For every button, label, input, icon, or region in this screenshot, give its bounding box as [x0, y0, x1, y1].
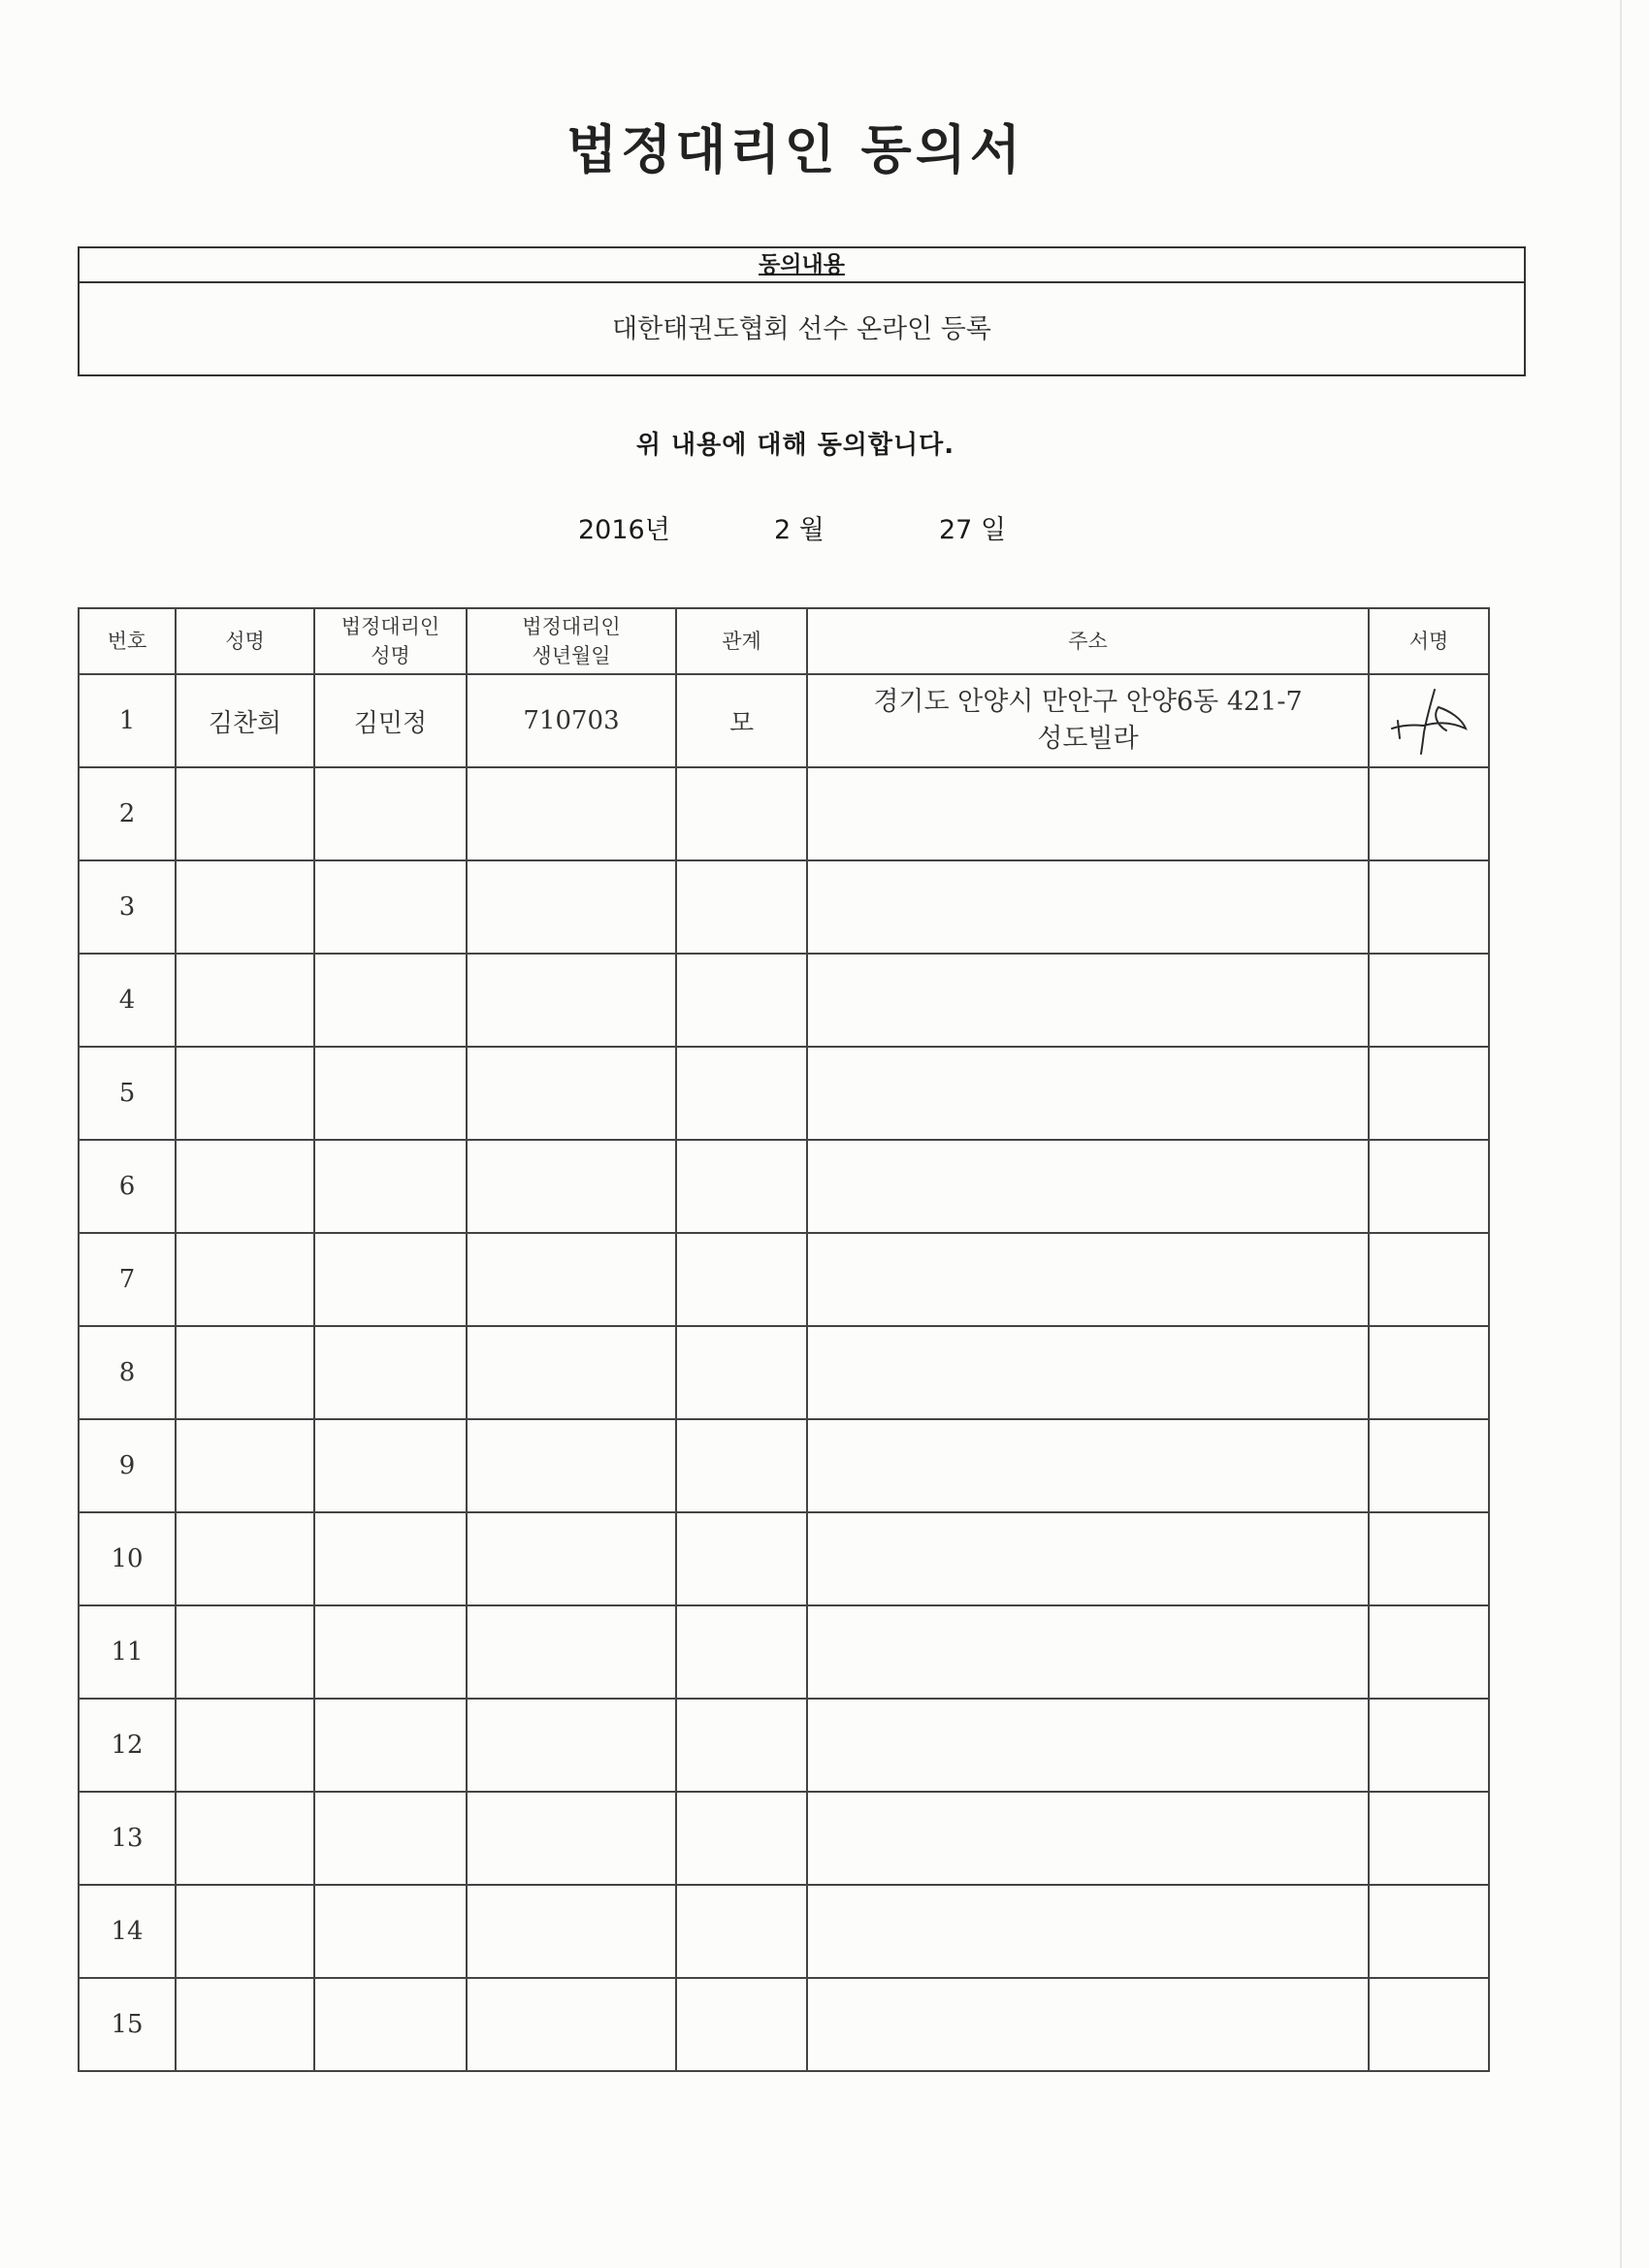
- cell-guardian-birth: [467, 767, 676, 860]
- cell-signature: [1369, 1326, 1489, 1419]
- cell-number: 13: [79, 1792, 176, 1885]
- table-row: [79, 1699, 1489, 1792]
- handwritten-signature: [1378, 682, 1479, 760]
- cell-relation: [676, 954, 807, 1047]
- cell-guardian-name: [314, 1233, 467, 1326]
- date-line: [0, 508, 1649, 547]
- guardian-table: [78, 607, 1490, 2072]
- table-row: [79, 860, 1489, 954]
- cell-name: [176, 1047, 314, 1140]
- cell-guardian-birth: 710703: [467, 674, 676, 767]
- cell-guardian-name: [314, 1792, 467, 1885]
- cell-guardian-name: [314, 1140, 467, 1233]
- table-body: [79, 674, 1489, 2071]
- cell-number: 14: [79, 1885, 176, 1978]
- cell-guardian-name: [314, 860, 467, 954]
- cell-guardian-name: [314, 1512, 467, 1605]
- table-row: [79, 674, 1489, 767]
- cell-address: [807, 767, 1369, 860]
- table-row: [79, 1233, 1489, 1326]
- cell-signature: [1369, 767, 1489, 860]
- address-line: 성도빌라: [1037, 724, 1139, 754]
- table-row: [79, 1605, 1489, 1699]
- cell-name: [176, 1419, 314, 1512]
- table-row: [79, 1326, 1489, 1419]
- cell-address: [807, 1605, 1369, 1699]
- cell-address: [807, 1047, 1369, 1140]
- cell-number: 1: [79, 674, 176, 767]
- cell-number: 10: [79, 1512, 176, 1605]
- cell-name: [176, 1140, 314, 1233]
- cell-number: 12: [79, 1699, 176, 1792]
- cell-address: [807, 954, 1369, 1047]
- cell-relation: [676, 1419, 807, 1512]
- table-row: [79, 1978, 1489, 2071]
- cell-number: 15: [79, 1978, 176, 2071]
- table-row: [79, 1047, 1489, 1140]
- cell-guardian-name: [314, 1326, 467, 1419]
- header-address: 주소: [807, 608, 1369, 674]
- table-row: [79, 767, 1489, 860]
- cell-signature: [1369, 1885, 1489, 1978]
- header-name: 성명: [176, 608, 314, 674]
- page-edge: [1620, 0, 1622, 2268]
- cell-relation: [676, 1047, 807, 1140]
- cell-signature: [1369, 1419, 1489, 1512]
- cell-guardian-birth: [467, 1512, 676, 1605]
- cell-guardian-name: [314, 1047, 467, 1140]
- cell-name: [176, 1792, 314, 1885]
- cell-name: [176, 954, 314, 1047]
- cell-signature: [1369, 1140, 1489, 1233]
- header-signature: 서명: [1369, 608, 1489, 674]
- cell-address: [807, 860, 1369, 954]
- cell-guardian-name: [314, 954, 467, 1047]
- consent-content: 대한태권도협회 선수 온라인 등록: [612, 314, 991, 344]
- cell-guardian-name: [314, 1885, 467, 1978]
- cell-guardian-birth: [467, 1605, 676, 1699]
- cell-relation: [676, 1978, 807, 2071]
- cell-guardian-birth: [467, 1419, 676, 1512]
- cell-guardian-birth: [467, 1326, 676, 1419]
- cell-address: [807, 1419, 1369, 1512]
- cell-guardian-birth: [467, 1885, 676, 1978]
- header-relation: 관계: [676, 608, 807, 674]
- cell-name: [176, 1233, 314, 1326]
- cell-number: 2: [79, 767, 176, 860]
- cell-guardian-name: [314, 1978, 467, 2071]
- cell-number: 11: [79, 1605, 176, 1699]
- cell-relation: [676, 1885, 807, 1978]
- cell-address: [807, 1326, 1369, 1419]
- cell-relation: [676, 1699, 807, 1792]
- cell-relation: 모: [676, 674, 807, 767]
- cell-signature: [1369, 1047, 1489, 1140]
- document-title: 법정대리인 동의서: [566, 118, 1025, 180]
- consent-header: 동의내용: [80, 248, 1524, 283]
- cell-number: 6: [79, 1140, 176, 1233]
- cell-number: 3: [79, 860, 176, 954]
- table-row: [79, 1792, 1489, 1885]
- cell-name: [176, 1512, 314, 1605]
- header-guardian-name-line1: 법정대리인: [340, 615, 440, 638]
- cell-name: [176, 1605, 314, 1699]
- cell-relation: [676, 1605, 807, 1699]
- cell-guardian-birth: [467, 1792, 676, 1885]
- cell-number: 8: [79, 1326, 176, 1419]
- cell-number: 4: [79, 954, 176, 1047]
- table-row: [79, 1140, 1489, 1233]
- header-guardian-birth: [467, 608, 676, 674]
- cell-address: [807, 1140, 1369, 1233]
- cell-guardian-birth: [467, 954, 676, 1047]
- cell-guardian-name: [314, 1419, 467, 1512]
- consent-box: [78, 246, 1526, 376]
- cell-address: [807, 1792, 1369, 1885]
- cell-address: [807, 674, 1369, 767]
- cell-guardian-name: 김민정: [314, 674, 467, 767]
- cell-guardian-birth: [467, 1699, 676, 1792]
- header-guardian-name: [314, 608, 467, 674]
- cell-guardian-birth: [467, 1233, 676, 1326]
- agreement-statement: 위 내용에 대해 동의합니다.: [635, 431, 955, 460]
- cell-guardian-birth: [467, 1978, 676, 2071]
- cell-signature: [1369, 1512, 1489, 1605]
- cell-signature: [1369, 674, 1489, 767]
- cell-address: [807, 1233, 1369, 1326]
- cell-relation: [676, 1512, 807, 1605]
- cell-name: [176, 767, 314, 860]
- cell-relation: [676, 860, 807, 954]
- cell-guardian-birth: [467, 1140, 676, 1233]
- table-row: [79, 954, 1489, 1047]
- cell-name: [176, 1885, 314, 1978]
- header-guardian-birth-line1: 법정대리인: [522, 615, 621, 638]
- cell-address: [807, 1885, 1369, 1978]
- header-guardian-birth-line2: 생년월일: [532, 644, 611, 667]
- cell-signature: [1369, 1605, 1489, 1699]
- cell-name: [176, 1978, 314, 2071]
- cell-relation: [676, 1233, 807, 1326]
- date-year: 2016년: [578, 515, 670, 545]
- cell-signature: [1369, 954, 1489, 1047]
- cell-relation: [676, 1140, 807, 1233]
- cell-signature: [1369, 1792, 1489, 1885]
- date-day: 27 일: [939, 515, 1007, 545]
- cell-relation: [676, 767, 807, 860]
- address-line: 경기도 안양시 만안구 안양6동 421-7: [873, 687, 1303, 717]
- cell-signature: [1369, 1233, 1489, 1326]
- table-header-row: [79, 608, 1489, 674]
- cell-name: [176, 860, 314, 954]
- header-number: 번호: [79, 608, 176, 674]
- cell-number: 7: [79, 1233, 176, 1326]
- cell-name: [176, 1699, 314, 1792]
- cell-relation: [676, 1326, 807, 1419]
- cell-guardian-birth: [467, 1047, 676, 1140]
- cell-guardian-name: [314, 1699, 467, 1792]
- cell-guardian-birth: [467, 860, 676, 954]
- cell-signature: [1369, 1699, 1489, 1792]
- cell-address: [807, 1978, 1369, 2071]
- date-month: 2 월: [774, 515, 824, 545]
- table-row: [79, 1419, 1489, 1512]
- cell-number: 5: [79, 1047, 176, 1140]
- cell-address: [807, 1512, 1369, 1605]
- cell-guardian-name: [314, 767, 467, 860]
- cell-signature: [1369, 1978, 1489, 2071]
- cell-name: 김찬희: [176, 674, 314, 767]
- cell-relation: [676, 1792, 807, 1885]
- cell-guardian-name: [314, 1605, 467, 1699]
- cell-name: [176, 1326, 314, 1419]
- table-row: [79, 1885, 1489, 1978]
- header-guardian-name-line2: 성명: [371, 644, 410, 667]
- cell-address: [807, 1699, 1369, 1792]
- table-row: [79, 1512, 1489, 1605]
- cell-number: 9: [79, 1419, 176, 1512]
- cell-signature: [1369, 860, 1489, 954]
